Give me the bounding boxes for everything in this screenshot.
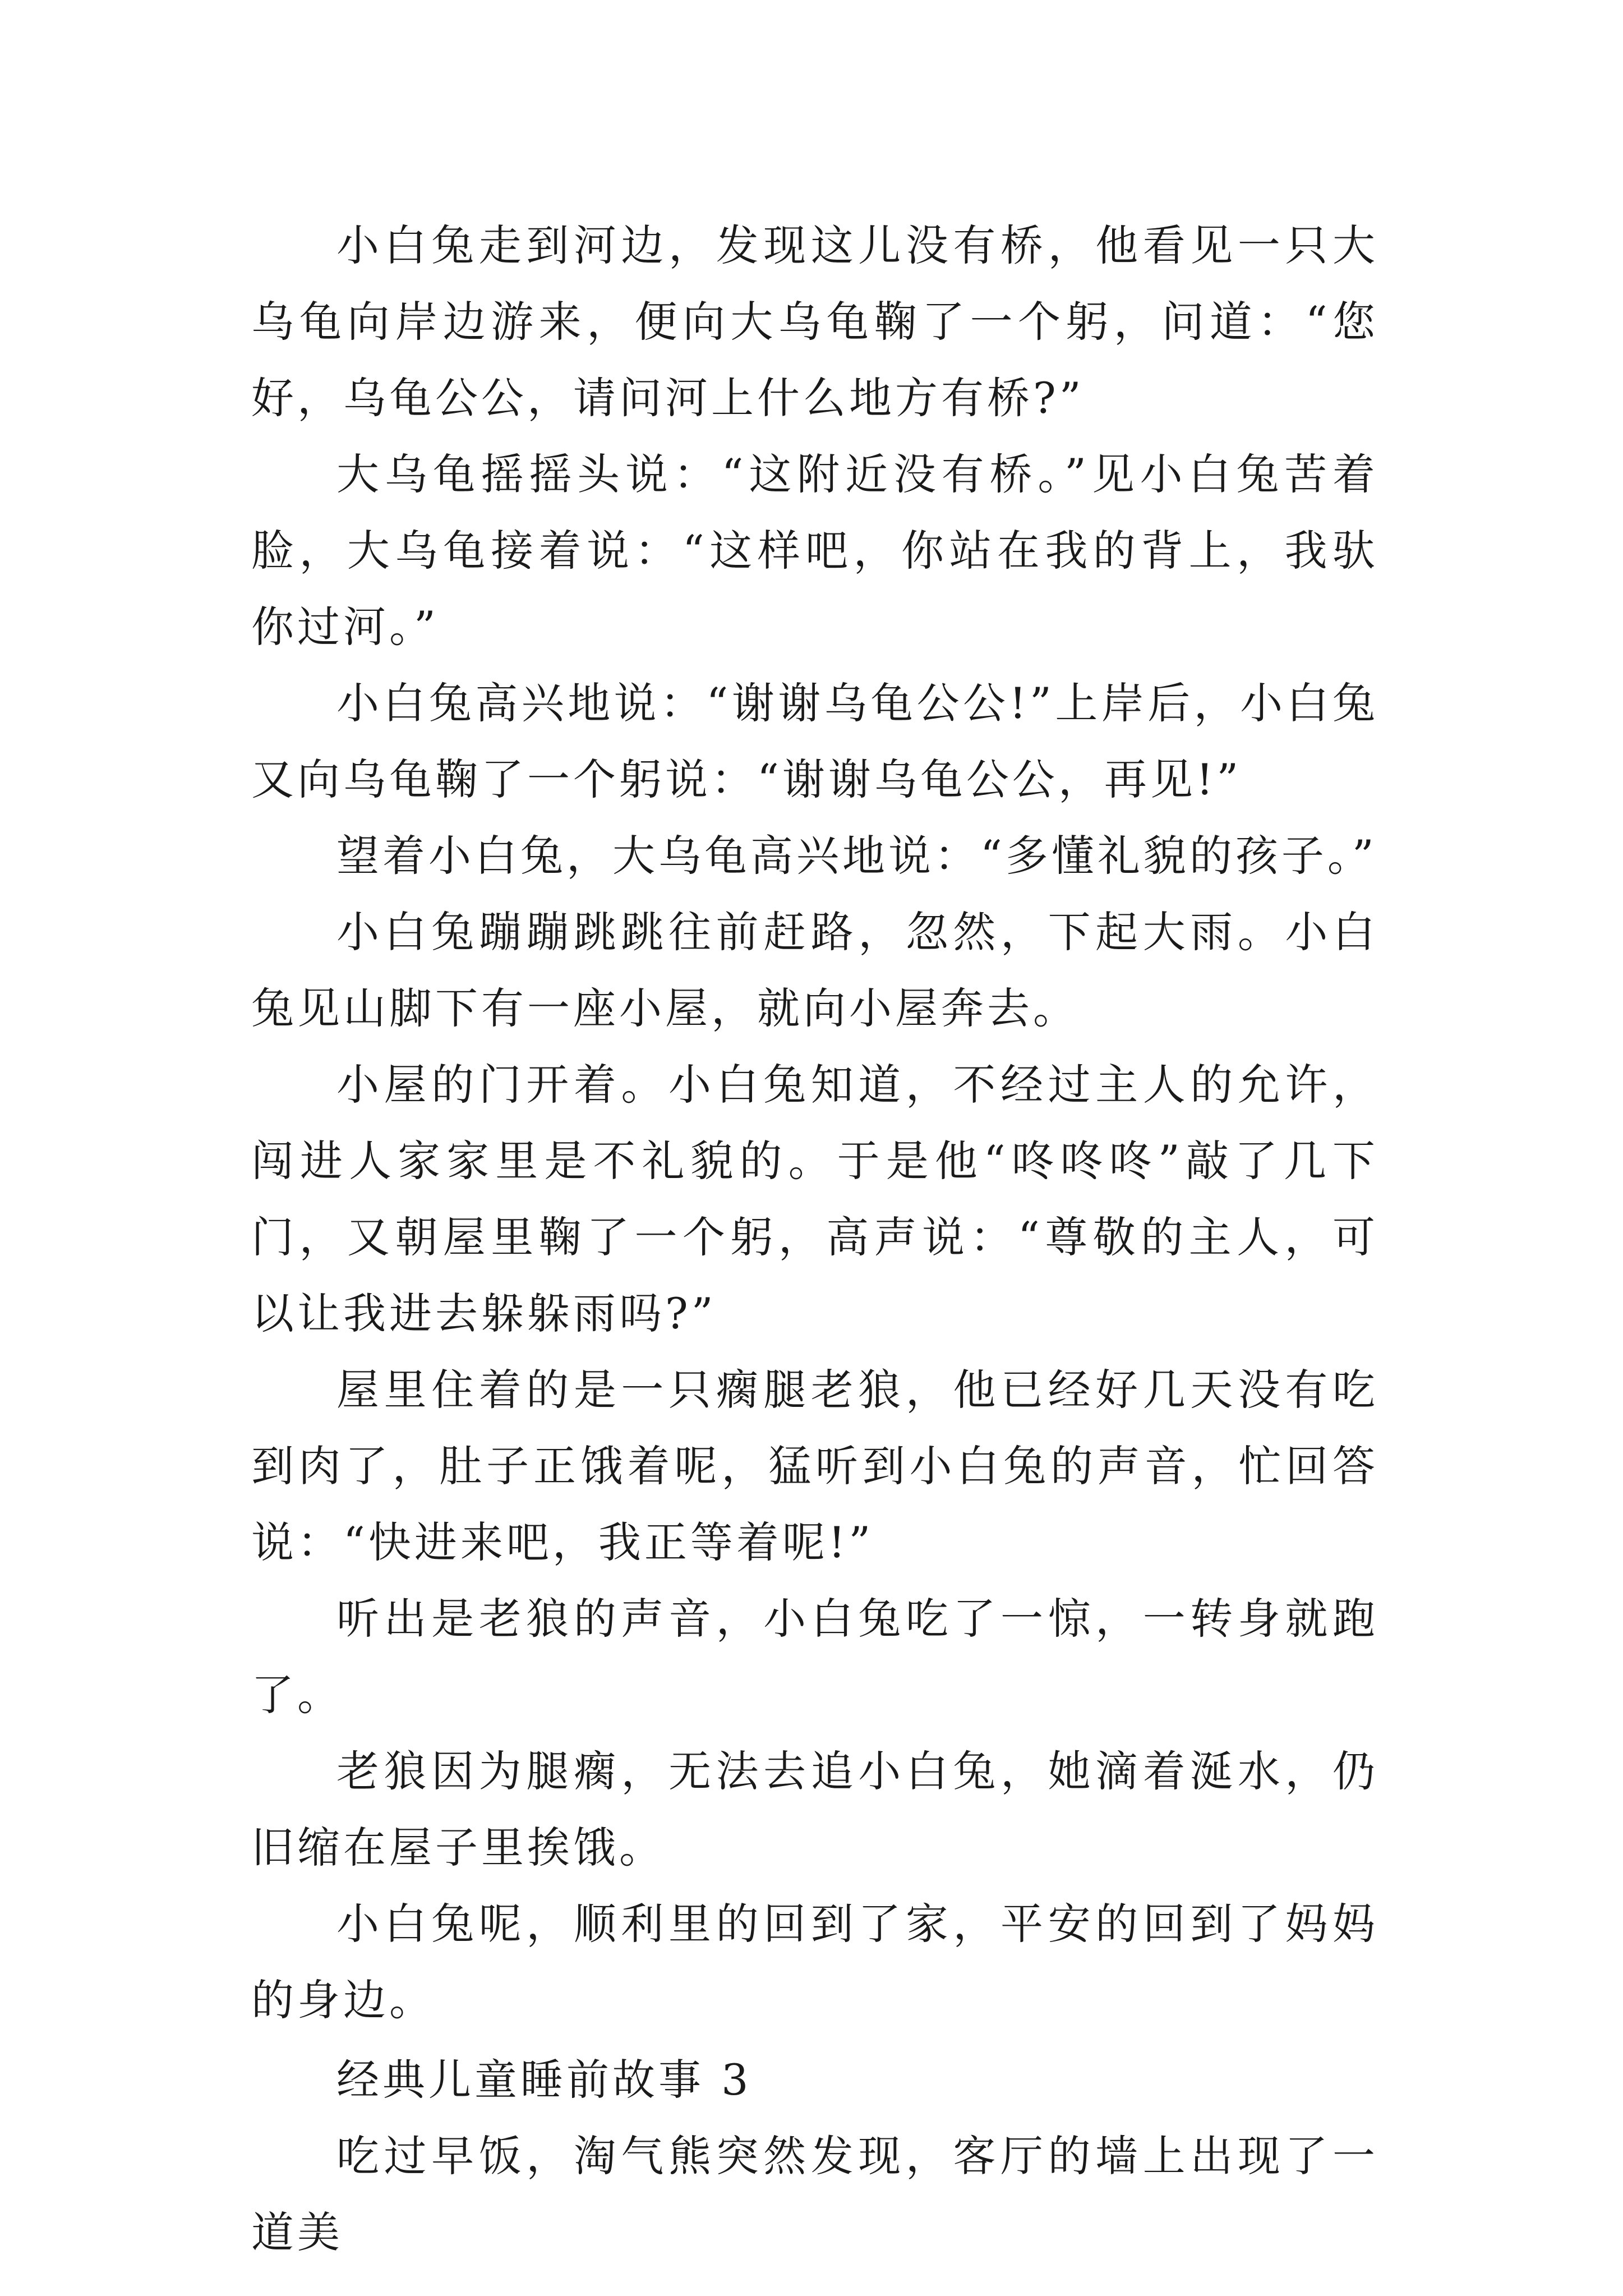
paragraph: 吃过早饭，淘气熊突然发现，客厅的墙上出现了一道美 bbox=[251, 2131, 1378, 2257]
story-text bbox=[251, 208, 1378, 2271]
paragraph: 望着小白兔，大乌龟高兴地说：“多懂礼貌的孩子。” bbox=[336, 831, 1377, 881]
paragraph: 屋里住着的是一只瘸腿老狼，他已经好几天没有吃到肉了，肚子正饿着呢，猛听到小白兔的声音，忙回答说：“快进来吧，我正等着呢!” bbox=[251, 1365, 1378, 1567]
paragraph: 大乌龟摇摇头说：“这附近没有桥。”见小白兔苦着脸，大乌龟接着说：“这样吧，你站在我的背上，我驮你过河。” bbox=[251, 449, 1378, 652]
paragraph: 老狼因为腿瘸，无法去追小白兔，她滴着涎水，仍旧缩在屋子里挨饿。 bbox=[251, 1746, 1378, 1872]
paragraph: 小白兔高兴地说：“谢谢乌龟公公!”上岸后，小白兔又向乌龟鞠了一个躬说：“谢谢乌龟公公，再见!” bbox=[251, 678, 1378, 804]
paragraph: 小白兔走到河边，发现这儿没有桥，他看见一只大乌龟向岸边游来，便向大乌龟鞠了一个躬，问道：“您好，乌龟公公，请问河上什么地方有桥?” bbox=[251, 220, 1378, 423]
paragraph: 小白兔蹦蹦跳跳往前赶路，忽然，下起大雨。小白兔见山脚下有一座小屋，就向小屋奔去。 bbox=[251, 907, 1378, 1033]
paragraph: 听出是老狼的声音，小白兔吃了一惊，一转身就跑了。 bbox=[251, 1594, 1378, 1720]
paragraph: 小屋的门开着。小白兔知道，不经过主人的允许，闯进人家家里是不礼貌的。于是他“咚咚咚”敲了几下门，又朝屋里鞠了一个躬，高声说：“尊敬的主人，可以让我进去躲躲雨吗?” bbox=[251, 1060, 1378, 1338]
section-heading: 经典儿童睡前故事 3 bbox=[336, 2055, 752, 2105]
paragraph: 小白兔呢，顺利里的回到了家，平安的回到了妈妈的身边。 bbox=[251, 1899, 1378, 2025]
